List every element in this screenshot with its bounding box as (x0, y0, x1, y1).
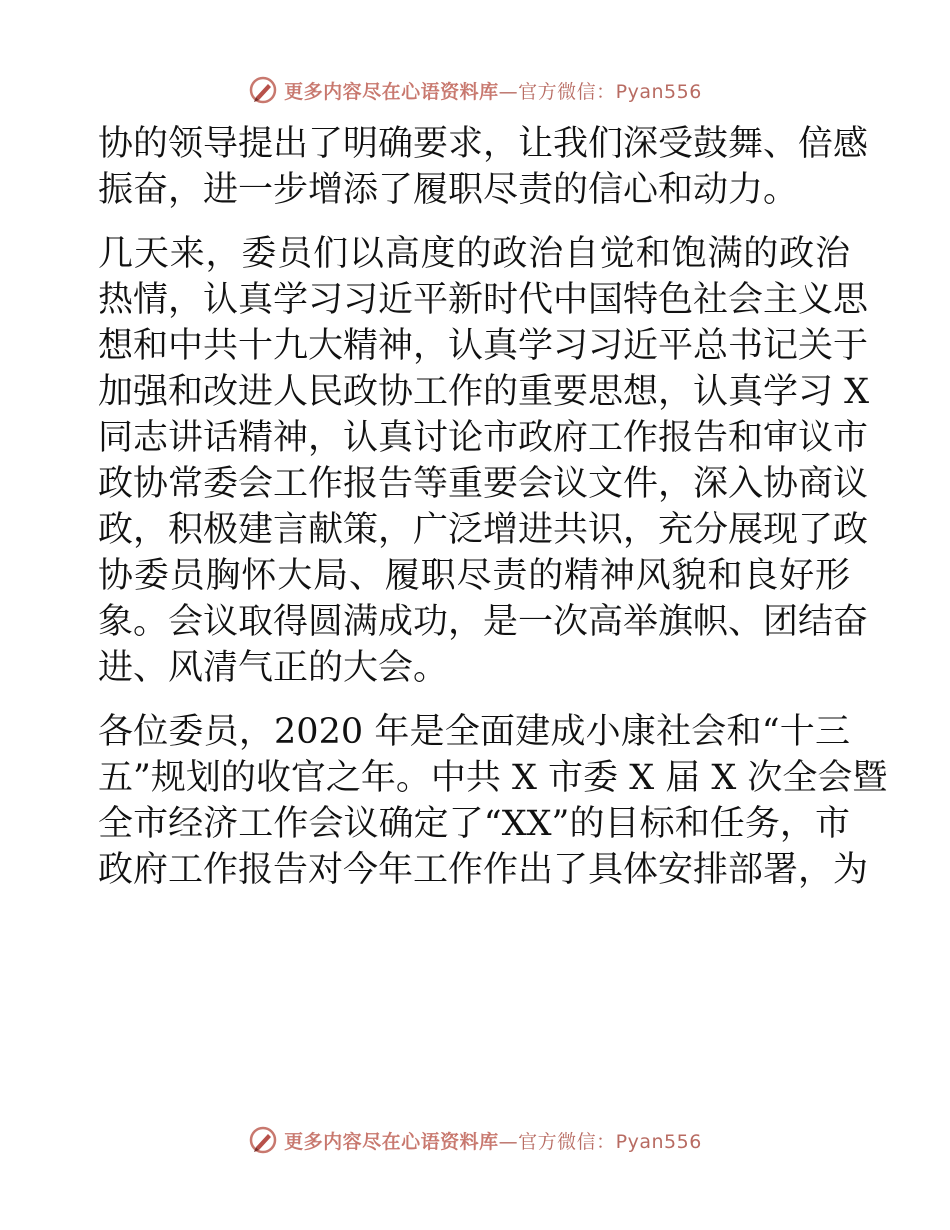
paragraph-3 (98, 709, 888, 893)
text-line: 几天来，委员们以高度的政治自觉和饱满的政治 (98, 234, 850, 274)
text-line: 各位委员，2020 年是全面建成小康社会和“十三 (98, 712, 850, 752)
text-line: 同志讲话精神，认真讨论市政府工作报告和审议市 (98, 418, 869, 458)
footer-banner-wechat: 官方微信：Pyan556 (518, 1130, 702, 1153)
footer-banner-text (284, 1127, 702, 1154)
text-line: 协的领导提出了明确要求，让我们深受鼓舞、倍感 (98, 124, 869, 164)
footer-banner-main: 更多内容尽在心语资料库 (284, 1130, 499, 1153)
header-banner (0, 70, 950, 110)
header-banner-text (284, 77, 702, 104)
text-line: 协委员胸怀大局、履职尽责的精神风貌和良好形 (98, 556, 850, 596)
text-line: 象。会议取得圆满成功，是一次高举旗帜、团结奋 (98, 602, 869, 642)
text-line: 政，积极建言献策，广泛增进共识，充分展现了政 (98, 510, 869, 550)
text-line: 加强和改进人民政协工作的重要思想，认真学习 X (98, 372, 870, 412)
text-line: 政协常委会工作报告等重要会议文件，深入协商议 (98, 464, 869, 504)
pen-logo-icon (248, 75, 278, 105)
footer-banner-sep: — (498, 1130, 519, 1153)
text-line: 全市经济工作会议确定了“XX”的目标和任务，市 (98, 804, 850, 844)
text-line: 政府工作报告对今年工作作出了具体安排部署，为 (98, 850, 869, 890)
header-banner-sep: — (498, 80, 519, 103)
footer-banner (0, 1120, 950, 1160)
header-banner-main: 更多内容尽在心语资料库 (284, 80, 499, 103)
document-body (98, 121, 888, 893)
text-line: 五”规划的收官之年。中共 X 市委 X 届 X 次全会暨 (98, 758, 888, 798)
text-line: 进、风清气正的大会。 (98, 648, 449, 688)
pen-logo-icon (248, 1125, 278, 1155)
paragraph-2 (98, 231, 870, 691)
text-line: 振奋，进一步增添了履职尽责的信心和动力。 (98, 170, 799, 210)
text-line: 想和中共十九大精神，认真学习习近平总书记关于 (98, 326, 869, 366)
header-banner-wechat: 官方微信：Pyan556 (518, 80, 702, 103)
text-line: 热情，认真学习习近平新时代中国特色社会主义思 (98, 280, 869, 320)
paragraph-1 (98, 121, 869, 213)
